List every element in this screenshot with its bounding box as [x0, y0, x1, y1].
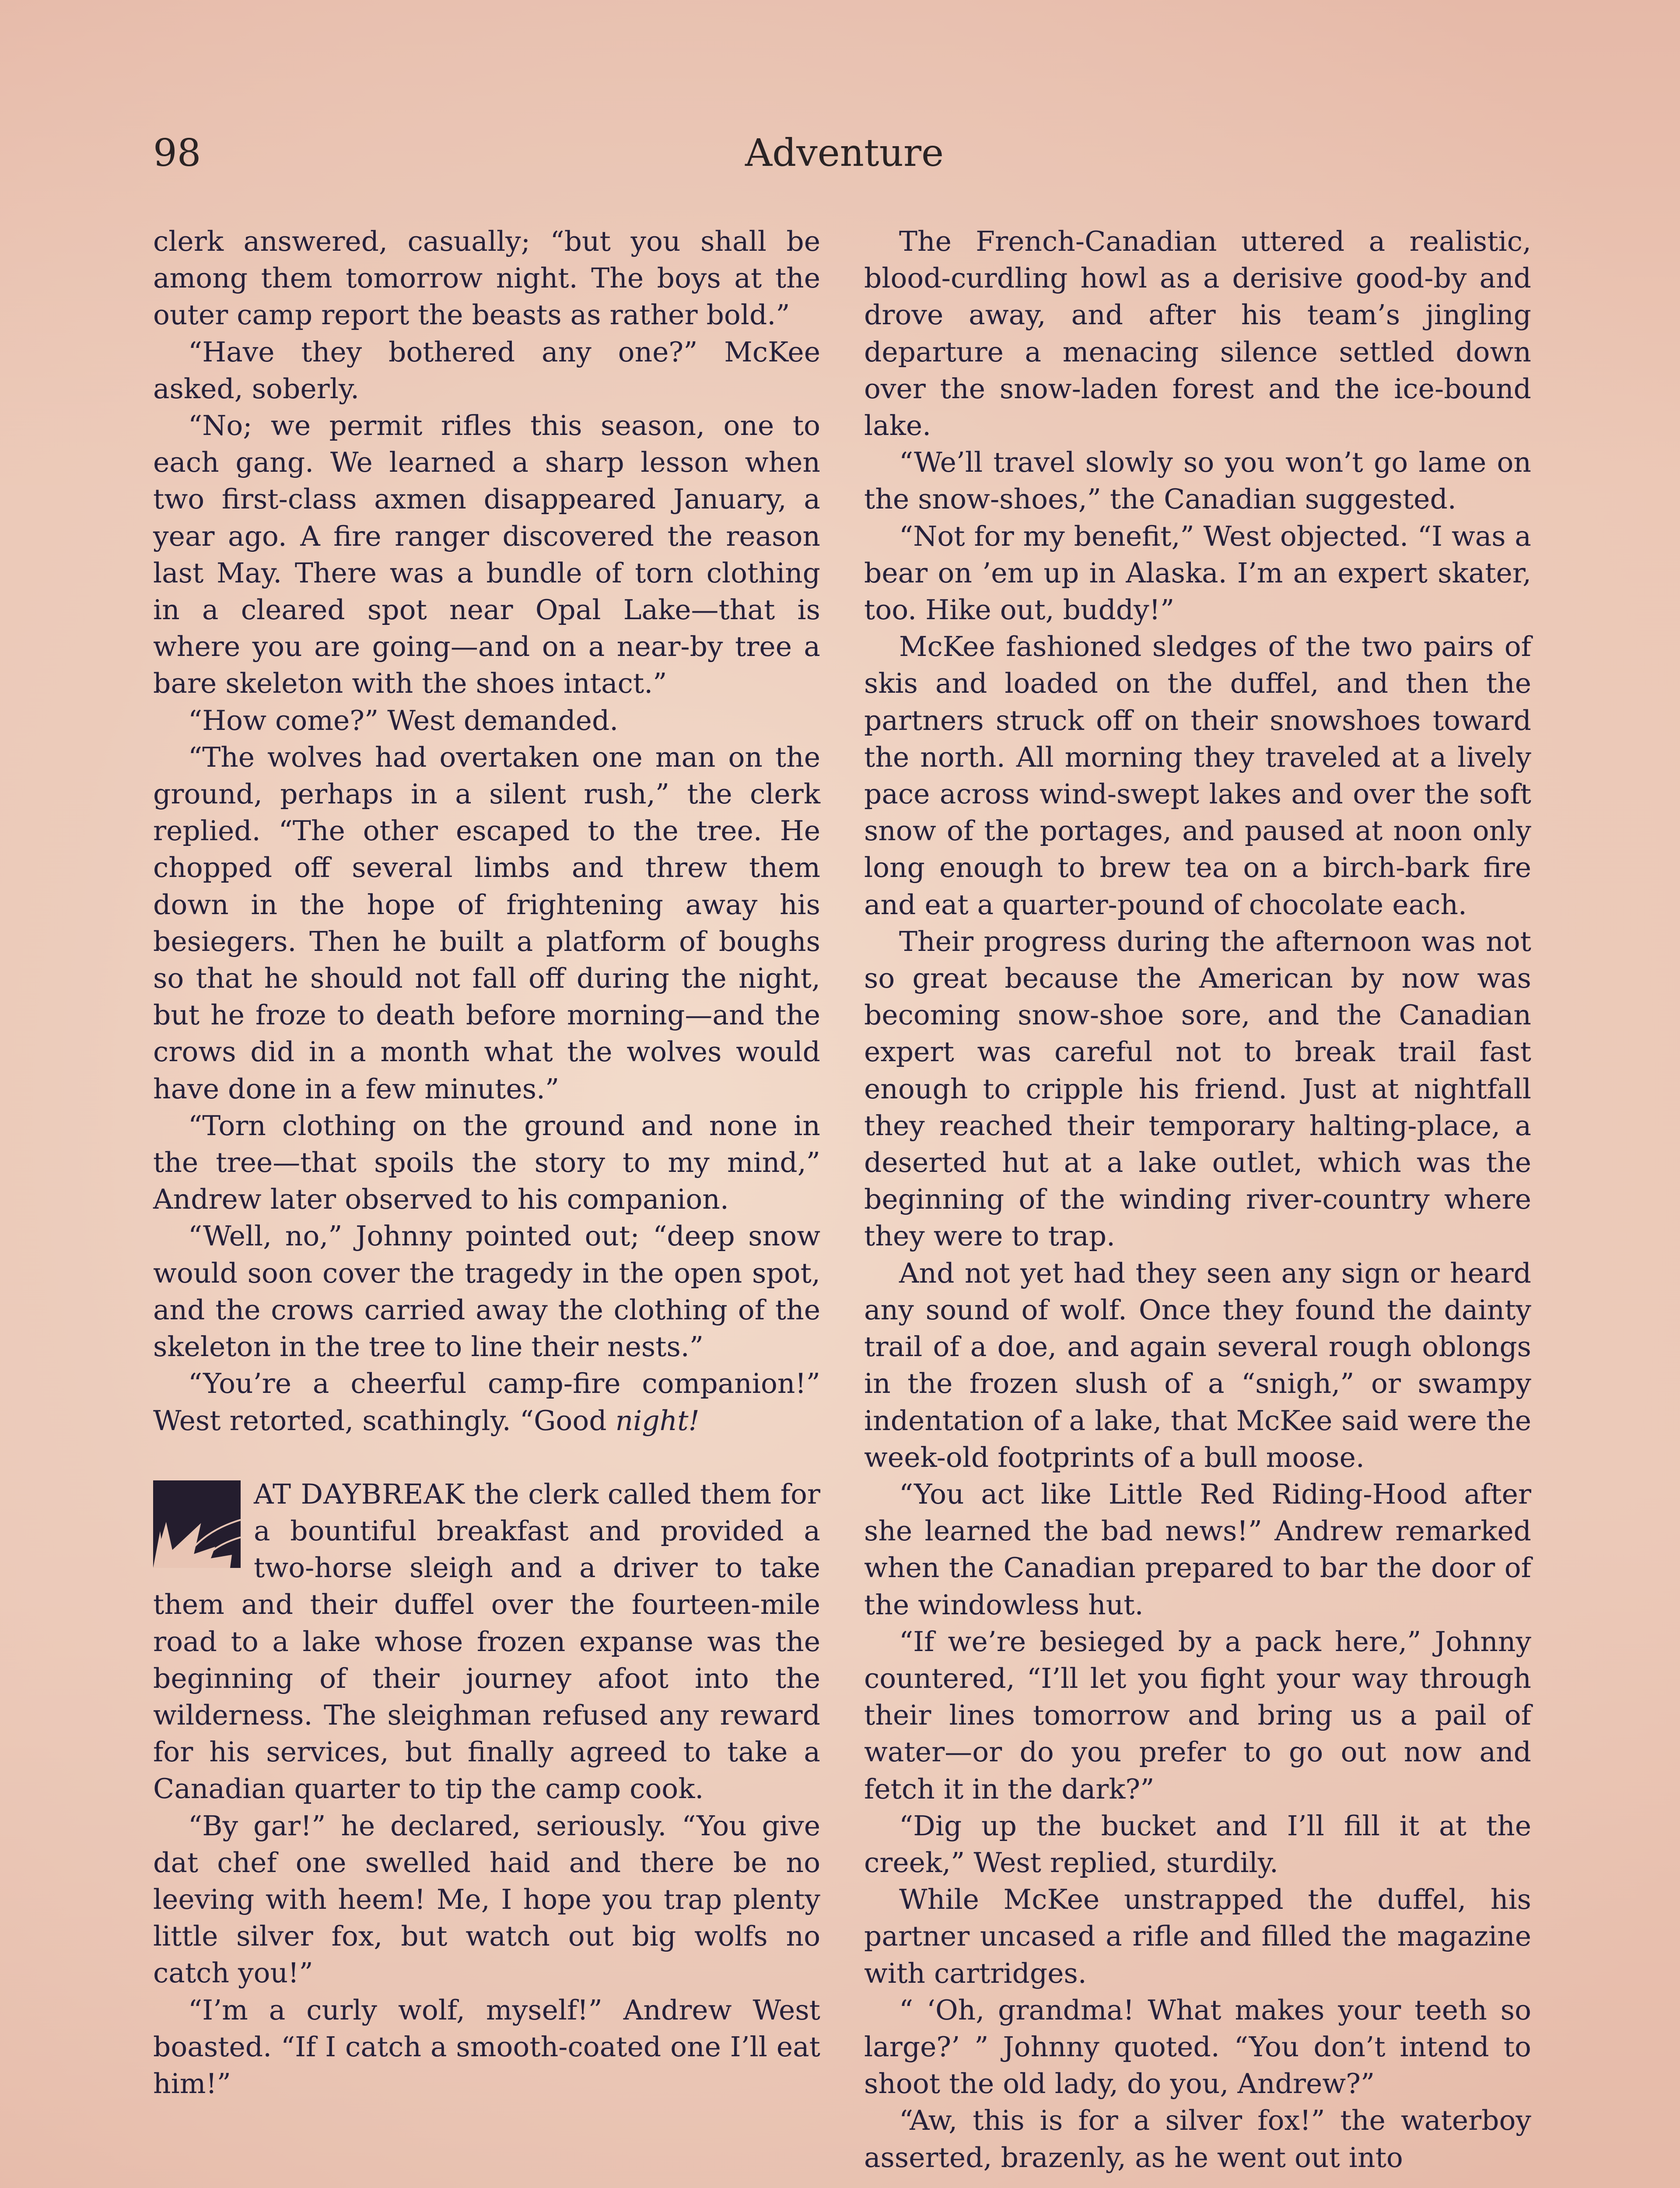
- left-column: [153, 223, 820, 2102]
- paragraph: While McKee unstrapped the duffel, his partner uncased a rifle and filled the magazine with cartridges.: [864, 1883, 1531, 1989]
- running-title: Adventure: [745, 131, 944, 175]
- paragraph: “If we’re besieged by a pack here,” Johnny countered, “I’ll let you fight your way through their lines tomorrow and bring us a pail of water—or do you prefer to go out now and fetch it in the dark?”: [864, 1625, 1531, 1805]
- paragraph: “Have they bothered any one?” McKee asked, soberly.: [153, 336, 820, 405]
- paragraph: “We’ll travel slowly so you won’t go lame on the snow-shoes,” the Canadian suggested.: [864, 446, 1531, 515]
- paragraph: “Aw, this is for a silver fox!” the waterboy asserted, brazenly, as he went out into: [864, 2104, 1531, 2174]
- paragraph: “You act like Little Red Riding-Hood after she learned the bad news!” Andrew remarked when the Canadian prepared to bar the door of the windowless hut.: [864, 1478, 1531, 1621]
- paragraph: The French-Canadian uttered a realistic, blood-curdling howl as a derisive good-by and drove away, and after his team’s jingling departure a menacing silence settled down over the snow-laden forest and the ice-bound lake.: [864, 225, 1531, 442]
- paragraph: clerk answered, casually; “but you shall be among them tomorrow night. The boys at the outer camp report the beasts as rather bold.”: [153, 225, 820, 331]
- page-header: [153, 131, 1536, 184]
- retort-text: “You’re a cheerful camp-fire companion!” West retorted, scathingly. “Good: [153, 1368, 820, 1437]
- paragraph: “By gar!” he declared, seriously. “You give dat chef one swelled haid and there be no leeving with heem! Me, I hope you trap plenty little silver fox, but watch out big wolfs no catch you!”: [153, 1809, 820, 1989]
- paragraph: “No; we permit rifles this season, one to each gang. We learned a sharp lesson when two first-class axmen disappeared January, a year ago. A fire ranger discovered the reason last May. There was a bundle of torn clothing in a cleared spot near Opal Lake—that is where you are going—and on a near-by tree a bare skeleton with the shoes intact.”: [153, 410, 820, 700]
- paragraph: “I’m a curly wolf, myself!” Andrew West boasted. “If I catch a smooth-coated one I’ll eat him!”: [153, 1994, 820, 2100]
- paragraph: “Dig up the bucket and I’ll fill it at the creek,” West replied, sturdily.: [864, 1809, 1531, 1879]
- page-number: 98: [153, 131, 201, 175]
- sunburst-ornament-icon: [153, 1480, 241, 1568]
- paragraph: “Torn clothing on the ground and none in the tree—that spoils the story to my mind,” Andrew later observed to his companion.: [153, 1109, 820, 1216]
- paragraph: “Well, no,” Johnny pointed out; “deep snow would soon cover the tragedy in the open spot, and the crows carried away the clothing of the skeleton in the tree to line their nests.”: [153, 1220, 820, 1363]
- section-text: the clerk called them for a bountiful breakfast and provided a two-horse sleigh and a driver to take them and their duffel over the fourteen-mile road to a lake whose frozen expanse was the beginning of their journey afoot into the wilderness. The sleighman refused any reward for his services, but finally agreed to take a Canadian quarter to tip the camp cook.: [153, 1478, 820, 1805]
- paragraph: And not yet had they seen any sign or heard any sound of wolf. Once they found the dainty trail of a doe, and again several rough oblongs in the frozen slush of a “snigh,” or swampy indentation of a lake, that McKee said were the week-old footprints of a bull moose.: [864, 1257, 1531, 1473]
- section-opening: [153, 1476, 820, 1808]
- paragraph: “Not for my benefit,” West objected. “I was a bear on ’em up in Alaska. I’m an expert skater, too. Hike out, buddy!”: [864, 520, 1531, 626]
- right-column: [864, 223, 1531, 2176]
- retort-italic: night!: [615, 1404, 700, 1437]
- paragraph: [153, 1476, 820, 1808]
- paragraph: “ ‘Oh, grandma! What makes your teeth so large?’ ” Johnny quoted. “You don’t intend to shoot the old lady, do you, Andrew?”: [864, 1994, 1531, 2100]
- paragraph: [153, 1365, 820, 1439]
- paragraph: McKee fashioned sledges of the two pairs of skis and loaded on the duffel, and then the partners struck off on their snowshoes toward the north. All morning they traveled at a lively pace across wind-swept lakes and over the soft snow of the portages, and paused at noon only long enough to brew tea on a birch-bark fire and eat a quarter-pound of chocolate each.: [864, 631, 1531, 921]
- paragraph: “The wolves had overtaken one man on the ground, perhaps in a silent rush,” the clerk replied. “The other escaped to the tree. He chopped off several limbs and threw them down in the hope of frightening away his besiegers. Then he built a platform of boughs so that he should not fall off during the night, but he froze to death before morning—and the crows did in a month what the wolves would have done in a few minutes.”: [153, 741, 820, 1105]
- paragraph: Their progress during the afternoon was not so great because the American by now was becoming snow-shoe sore, and the Canadian expert was careful not to break trail fast enough to cripple his friend. Just at nightfall they reached their temporary halting-place, a deserted hut at a lake outlet, which was the beginning of the winding river-country where they were to trap.: [864, 925, 1531, 1252]
- paragraph: “How come?” West demanded.: [188, 704, 619, 736]
- section-lead: AT DAYBREAK: [254, 1478, 465, 1510]
